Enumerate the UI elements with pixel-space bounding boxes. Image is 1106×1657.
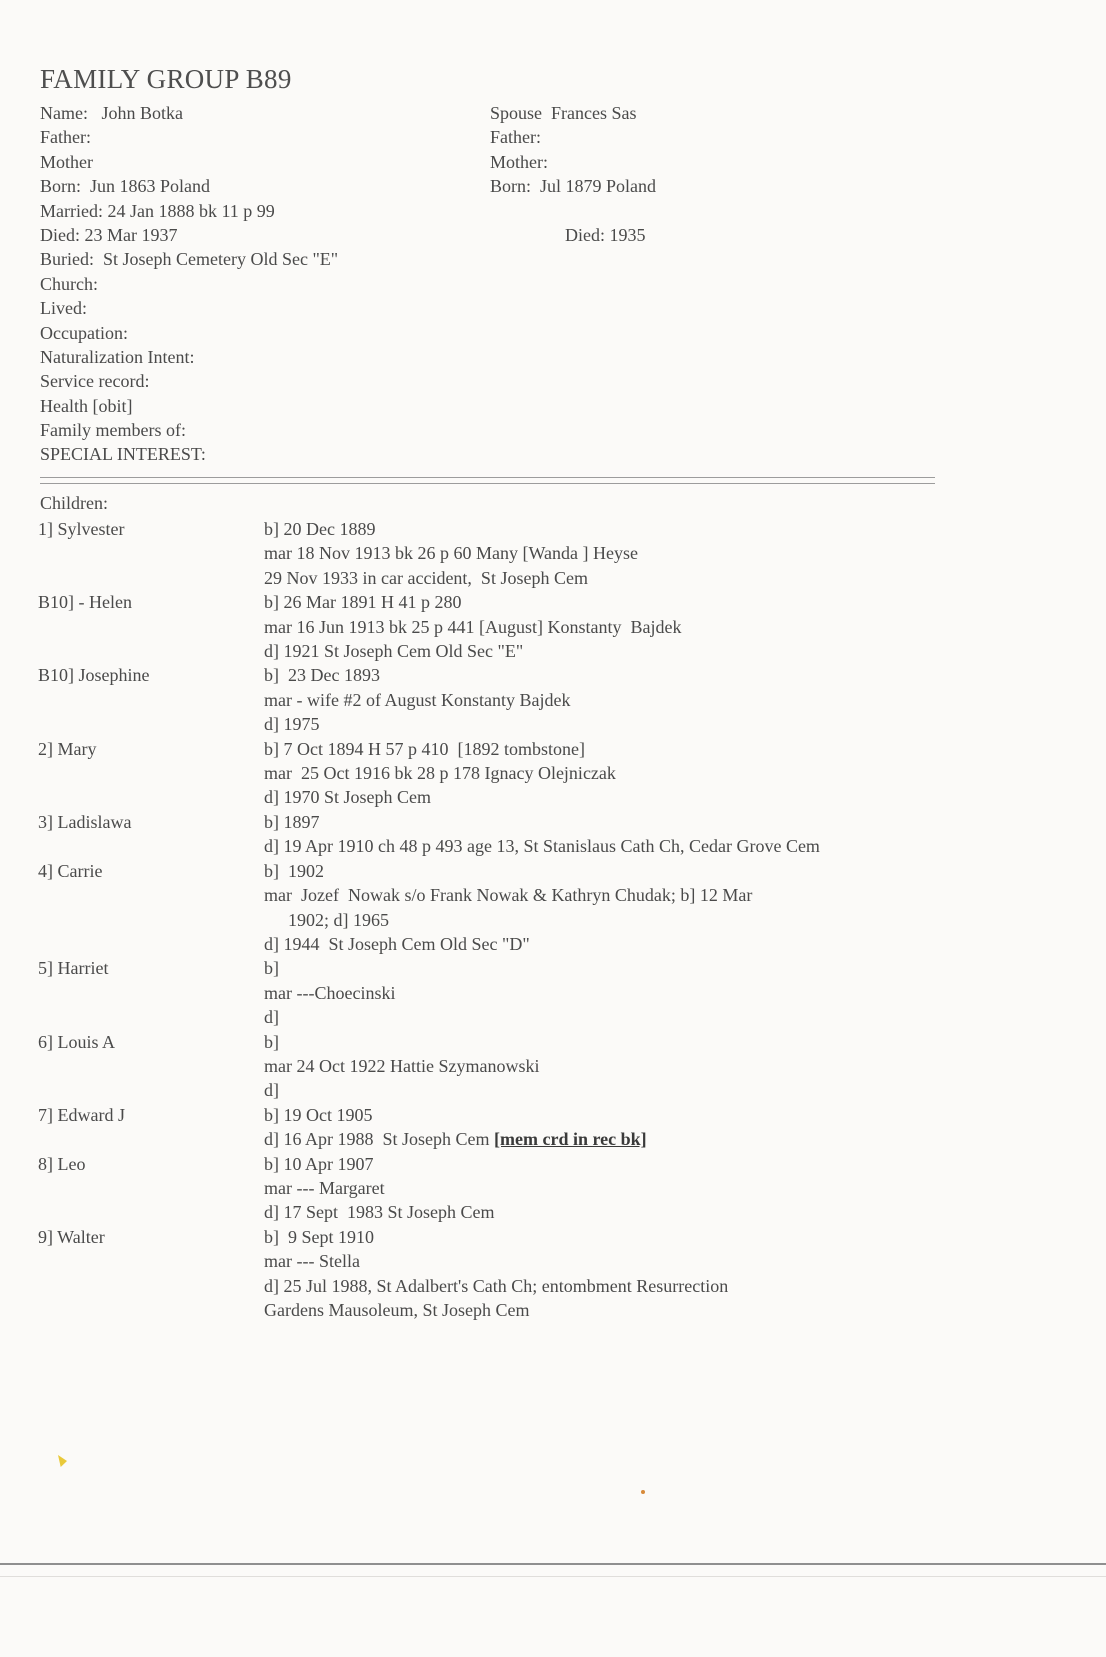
spouse-fields xyxy=(490,101,910,247)
child-detail: b] 23 Dec 1893 xyxy=(264,665,380,686)
field-name: Name: John Botka xyxy=(40,103,183,123)
child-detail: mar --- Margaret xyxy=(264,1177,385,1198)
field-spouse-mother: Mother: xyxy=(490,151,548,172)
children-heading: Children: xyxy=(40,493,108,513)
child-detail: b] xyxy=(264,1031,279,1052)
child-entry xyxy=(38,737,1078,810)
child-detail: d] 25 Jul 1988, St Adalbert's Cath Ch; entombment Resurrection xyxy=(264,1275,729,1296)
child-name: 3] Ladislawa xyxy=(38,811,132,832)
field-born: Born: Jun 1863 Poland xyxy=(40,176,211,197)
head-of-family-fields xyxy=(40,101,480,467)
page-edge-shadow xyxy=(0,1576,1106,1577)
child-entry xyxy=(38,859,1078,957)
child-entry xyxy=(38,810,1078,859)
field-father: Father: xyxy=(40,127,91,148)
child-detail: 29 Nov 1933 in car accident, St Joseph Cem xyxy=(264,567,588,588)
page-title: FAMILY GROUP B89 xyxy=(40,64,292,94)
child-detail: mar 18 Nov 1913 bk 26 p 60 Many [Wanda ] Heyse xyxy=(264,543,638,564)
child-entry xyxy=(38,1030,1078,1103)
child-name: 2] Mary xyxy=(38,738,97,759)
field-spouse-born: Born: Jul 1879 Poland xyxy=(490,176,657,197)
field-mother: Mother xyxy=(40,151,93,172)
child-detail: Gardens Mausoleum, St Joseph Cem xyxy=(264,1300,530,1320)
child-detail: mar Jozef Nowak s/o Frank Nowak & Kathryn Chudak; b] 12 Mar xyxy=(264,885,753,906)
child-name: B10] - Helen xyxy=(38,592,132,613)
child-entry xyxy=(38,1103,1078,1152)
field-died: Died: 23 Mar 1937 xyxy=(40,224,178,245)
spacer xyxy=(490,199,910,223)
child-entry xyxy=(38,590,1078,663)
field-service-record: Service record: xyxy=(40,371,150,392)
child-detail: 1902; d] 1965 xyxy=(288,909,389,930)
child-name: 8] Leo xyxy=(38,1153,86,1174)
child-name: 5] Harriet xyxy=(38,958,109,979)
child-name: 9] Walter xyxy=(38,1226,105,1247)
child-detail: b] 1902 xyxy=(264,860,324,881)
child-name: 1] Sylvester xyxy=(38,519,125,539)
child-detail: mar --- Stella xyxy=(264,1251,360,1272)
child-entry xyxy=(38,956,1078,1029)
child-detail: d] 1970 St Joseph Cem xyxy=(264,787,432,808)
child-entry xyxy=(38,663,1078,736)
field-health: Health [obit] xyxy=(40,395,133,416)
child-detail: b] 20 Dec 1889 xyxy=(264,519,376,539)
child-name: 7] Edward J xyxy=(38,1104,125,1125)
child-detail: d] xyxy=(264,1007,279,1028)
child-detail: b] xyxy=(264,958,279,979)
field-spouse-father: Father: xyxy=(490,127,541,148)
scan-speck xyxy=(58,1455,67,1467)
field-married: Married: 24 Jan 1888 bk 11 p 99 xyxy=(40,200,275,221)
child-detail: b] 10 Apr 1907 xyxy=(264,1153,374,1174)
child-detail-with-note xyxy=(264,1127,1078,1151)
memorial-card-note: [mem crd in rec bk] xyxy=(494,1129,647,1150)
child-detail: b] 26 Mar 1891 H 41 p 280 xyxy=(264,592,462,613)
scan-dot xyxy=(641,1490,645,1494)
child-detail: b] 19 Oct 1905 xyxy=(264,1104,373,1125)
child-detail: d] 19 Apr 1910 ch 48 p 493 age 13, St Stanislaus Cath Ch, Cedar Grove Cem xyxy=(264,836,820,857)
field-lived: Lived: xyxy=(40,298,87,319)
child-name: 6] Louis A xyxy=(38,1031,116,1052)
child-detail: d] 1975 xyxy=(264,714,320,735)
child-entry xyxy=(38,517,1078,590)
child-detail: d] 16 Apr 1988 St Joseph Cem xyxy=(264,1129,495,1150)
child-detail: d] 1944 St Joseph Cem Old Sec "D" xyxy=(264,933,530,954)
field-occupation: Occupation: xyxy=(40,322,128,343)
child-detail: d] 17 Sept 1983 St Joseph Cem xyxy=(264,1202,495,1223)
children-list xyxy=(38,517,1078,1322)
double-rule-divider xyxy=(40,477,935,484)
child-detail: mar 16 Jun 1913 bk 25 p 441 [August] Konstanty Bajdek xyxy=(264,616,682,637)
child-entry xyxy=(38,1152,1078,1225)
child-detail: mar - wife #2 of August Konstanty Bajdek xyxy=(264,689,571,710)
child-detail: mar 25 Oct 1916 bk 28 p 178 Ignacy Olejniczak xyxy=(264,763,616,784)
child-detail: b] 9 Sept 1910 xyxy=(264,1226,374,1247)
field-special-interest: SPECIAL INTEREST: xyxy=(40,444,206,465)
child-detail: mar 24 Oct 1922 Hattie Szymanowski xyxy=(264,1055,540,1076)
field-naturalization: Naturalization Intent: xyxy=(40,346,195,367)
child-name: B10] Josephine xyxy=(38,665,150,686)
child-entry xyxy=(38,1225,1078,1323)
child-name: 4] Carrie xyxy=(38,860,103,881)
field-buried: Buried: St Joseph Cemetery Old Sec "E" xyxy=(40,249,339,270)
page-edge-line xyxy=(0,1563,1106,1565)
field-family-members: Family members of: xyxy=(40,420,186,441)
child-detail: d] 1921 St Joseph Cem Old Sec "E" xyxy=(264,641,524,662)
field-church: Church: xyxy=(40,273,98,294)
child-detail: b] 1897 xyxy=(264,811,320,832)
child-detail: b] 7 Oct 1894 H 57 p 410 [1892 tombstone] xyxy=(264,738,585,759)
field-spouse-died: Died: 1935 xyxy=(565,224,646,245)
child-detail: mar ---Choecinski xyxy=(264,982,396,1003)
child-detail: d] xyxy=(264,1080,279,1101)
field-spouse: Spouse Frances Sas xyxy=(490,103,637,123)
